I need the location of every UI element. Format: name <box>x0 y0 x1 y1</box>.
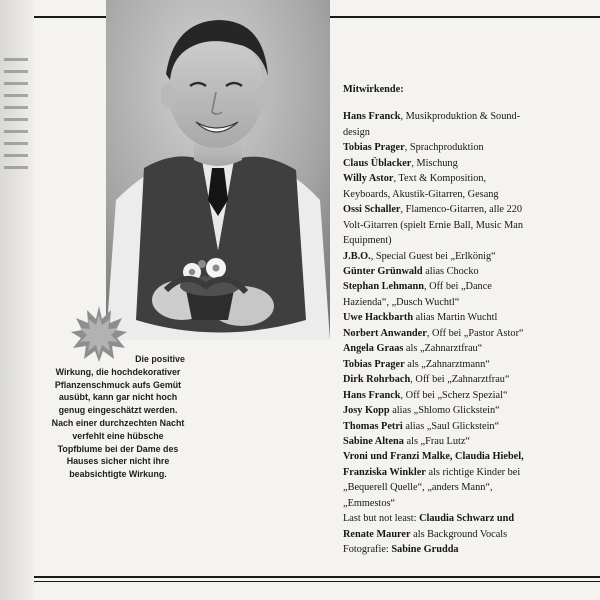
credit-row: Fotografie: Sabine Grudda <box>343 544 459 556</box>
bleed-stripe <box>4 70 28 73</box>
bleed-stripe <box>4 142 28 145</box>
caption-line: ausübt, kann gar nicht hoch <box>58 392 178 403</box>
portrait-photo <box>106 0 330 340</box>
credit-row: Willy Astor, Text & Komposition, <box>343 173 487 185</box>
credit-row: J.B.O., Special Guest bei „Erlkönig“ <box>343 250 496 262</box>
credit-row: Ossi Schaller, Flamenco-Gitarren, alle 220 <box>343 204 523 216</box>
caption-line: Topfblume bei der Dame des <box>57 443 179 454</box>
credit-row: Renate Maurer als Background Vocals <box>343 528 508 540</box>
credit-row: Hazienda“, „Dusch Wuchtl“ <box>343 296 460 308</box>
bleed-stripe <box>4 166 28 169</box>
credit-row: Vroni und Franzi Malke, Claudia Hiebel, <box>343 451 524 463</box>
credit-row: Franziska Winkler als richtige Kinder bei <box>343 466 521 478</box>
credit-row: „Bequerell Quelle“, „anders Mann“, <box>343 482 493 494</box>
credit-row: Sabine Altena als „Frau Lutz“ <box>343 435 470 447</box>
credits-list <box>343 82 593 558</box>
caption-line: Die positive <box>135 354 185 364</box>
left-page-bleed <box>0 0 34 600</box>
credit-row: Tobias Prager, Sprachproduktion <box>343 142 484 154</box>
credit-row: Thomas Petri alias „Saul Glickstein“ <box>343 420 500 432</box>
bottom-rule <box>34 576 600 578</box>
bleed-stripe <box>4 118 28 121</box>
credit-row: Stephan Lehmann, Off bei „Dance <box>343 281 492 293</box>
top-rule-right <box>330 16 600 18</box>
bleed-stripe <box>4 154 28 157</box>
bleed-stripe <box>4 58 28 61</box>
photo-portrait-icon <box>106 0 330 340</box>
caption-line: beabsichtigte Wirkung. <box>69 469 167 480</box>
credit-row: design <box>343 126 370 138</box>
credit-row: „Emmestos“ <box>343 497 396 509</box>
credit-row: Günter Grünwald alias Chocko <box>343 265 479 277</box>
top-rule-left <box>34 16 106 18</box>
bleed-stripe <box>4 106 28 109</box>
credit-row: Volt-Gitarren (spielt Ernie Ball, Music Man <box>343 219 523 231</box>
photo-caption <box>38 353 198 481</box>
credit-row: Norbert Anwander, Off bei „Pastor Astor“ <box>343 327 524 339</box>
bleed-stripe <box>4 94 28 97</box>
credit-row: Hans Franck, Off bei „Scherz Spezial“ <box>343 389 508 401</box>
credit-row: Last but not least: Claudia Schwarz und <box>343 513 515 525</box>
credit-row: Hans Franck, Musikproduktion & Sound- <box>343 111 521 123</box>
caption-line: Nach einer durchzechten Nacht <box>51 417 185 428</box>
credit-row: Tobias Prager als „Zahnarztmann“ <box>343 358 490 370</box>
bottom-rule-thin <box>34 581 600 582</box>
caption-line: Wirkung, die hochdekorativer <box>55 366 181 377</box>
bleed-stripe <box>4 82 28 85</box>
credit-row: Uwe Hackbarth alias Martin Wuchtl <box>343 312 498 324</box>
credit-row: Josy Kopp alias „Shlomo Glickstein“ <box>343 405 500 417</box>
credit-row: Equipment) <box>343 235 392 247</box>
credit-row: Dirk Rohrbach, Off bei „Zahnarztfrau“ <box>343 374 510 386</box>
bleed-stripe <box>4 130 28 133</box>
credit-row: Keyboards, Akustik-Gitarren, Gesang <box>343 188 499 200</box>
caption-line: genug eingeschätzt werden. <box>58 405 178 416</box>
credit-row: Angela Graas als „Zahnarztfrau“ <box>343 343 483 355</box>
credits-heading: Mitwirkende: <box>343 84 404 95</box>
caption-line: verfehlt eine hübsche <box>72 430 164 441</box>
caption-line: Hauses sicher nicht ihre <box>66 456 170 467</box>
credit-row: Claus Üblacker, Mischung <box>343 157 458 169</box>
caption-line: Pflanzenschmuck aufs Gemüt <box>54 379 182 390</box>
